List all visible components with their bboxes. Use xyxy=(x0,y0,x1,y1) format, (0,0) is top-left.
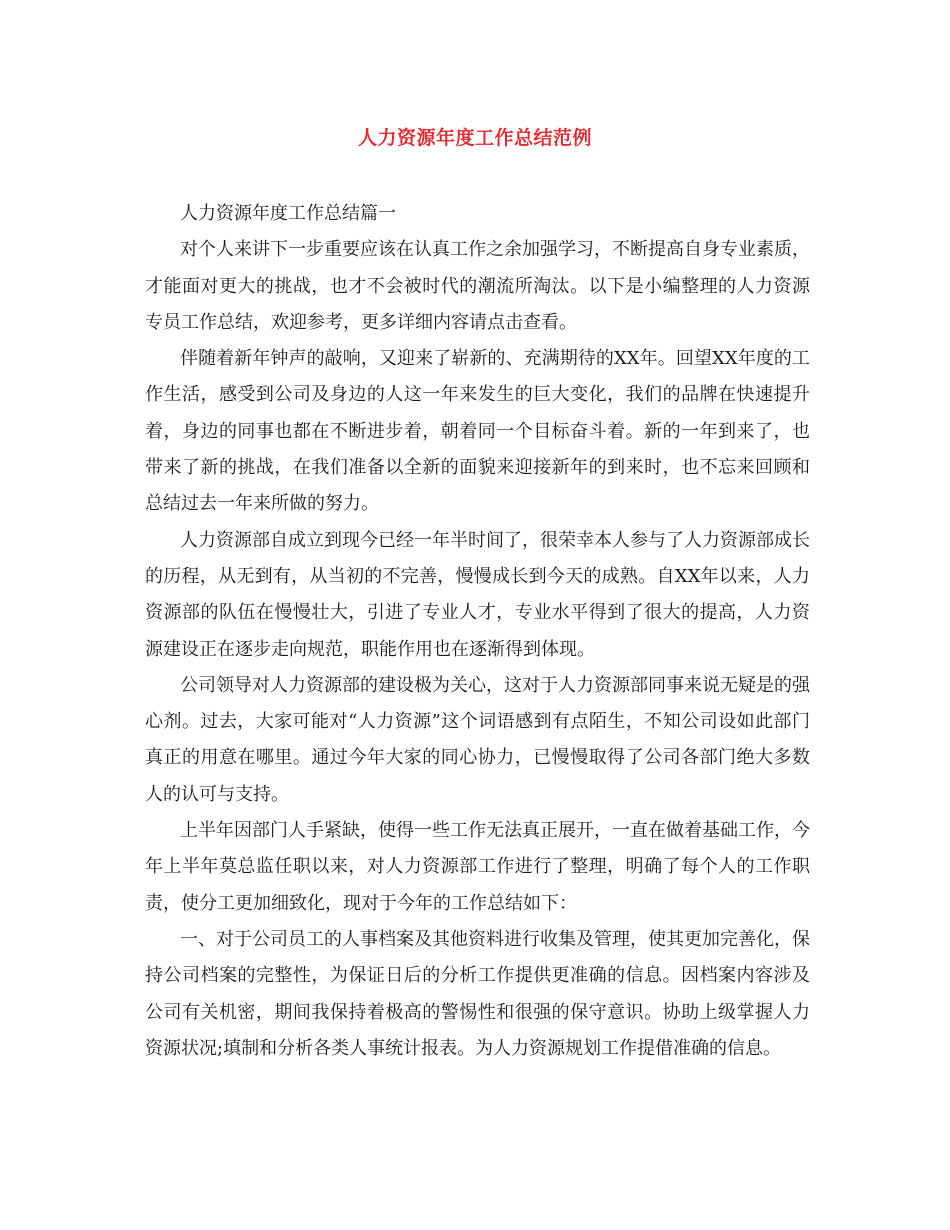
paragraph-item-one: 一、对于公司员工的人事档案及其他资料进行收集及管理，使其更加完善化，保持公司档案的完整性，为保证日后的分析工作提供更准确的信息。因档案内容涉及公司有关机密，期间我保持着极高的警惕性和很强的保守意识。协助上级掌握人力资源状况;填制和分析各类人事统计报表。为人力资源规划工作提借准确的信息。 xyxy=(145,928,810,1059)
paragraph-new-year: 伴随着新年钟声的敲响，又迎来了崭新的、充满期待的XX年。回望XX年度的工作生活，感受到公司及身边的人这一年来发生的巨大变化，我们的品牌在快速提升着，身边的同事也都在不断进步着，朝着同一个目标奋斗着。新的一年到来了，也带来了新的挑战，在我们准备以全新的面貌来迎接新年的到来时，也不忘来回顾和总结过去一年来所做的努力。 xyxy=(145,348,810,515)
document-title: 人力资源年度工作总结范例 xyxy=(357,127,592,149)
paragraph-intro: 对个人来讲下一步重要应该在认真工作之余加强学习，不断提高自身专业素质，才能面对更大的挑战，也才不会被时代的潮流所淘汰。以下是小编整理的人力资源专员工作总结，欢迎参考，更多详细内容请点击查看。 xyxy=(145,239,810,333)
paragraph-first-half-year: 上半年因部门人手紧缺，使得一些工作无法真正展开，一直在做着基础工作，今年上半年莫总监任职以来，对人力资源部工作进行了整理，明确了每个人的工作职责，使分工更加细致化，现对于今年的工作总结如下： xyxy=(145,820,810,914)
paragraph-department-history: 人力资源部自成立到现今已经一年半时间了，很荣幸本人参与了人力资源部成长的历程，从无到有，从当初的不完善，慢慢成长到今天的成熟。自XX年以来，人力资源部的队伍在慢慢壮大，引进了专业人才，专业水平得到了很大的提高，人力资源建设正在逐步走向规范，职能作用也在逐渐得到体现。 xyxy=(145,529,810,660)
section-heading: 人力资源年度工作总结篇一 xyxy=(180,203,396,224)
paragraph-leadership-support: 公司领导对人力资源部的建设极为关心，这对于人力资源部同事来说无疑是的强心剂。过去，大家可能对“人力资源”这个词语感到有点陌生，不知公司设如此部门真正的用意在哪里。通过今年大家的同心协力，已慢慢取得了公司各部门绝大多数人的认可与支持。 xyxy=(145,674,810,805)
document-body xyxy=(145,196,810,1067)
